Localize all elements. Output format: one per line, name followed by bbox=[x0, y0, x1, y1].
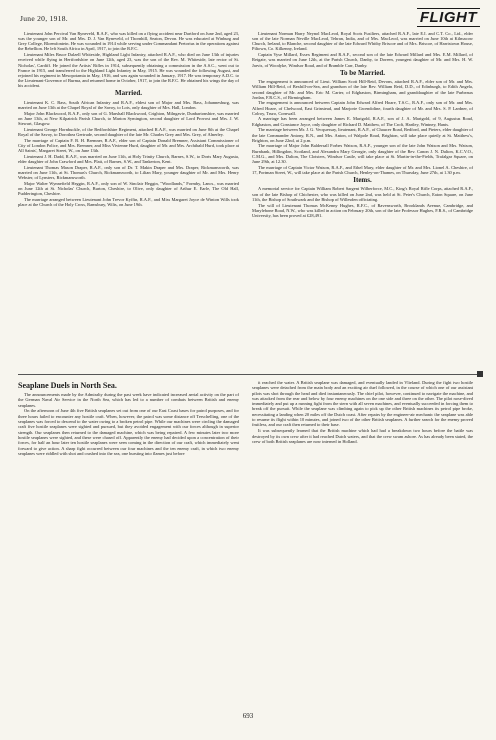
seaplane-left-column bbox=[18, 380, 239, 457]
article-paragraph: On the afternoon of June 4th five British seaplanes set out from one of our East Coast bases for patrol purposes, and for three hours failed to encounter any hostile craft. When, however, the patrol was some distance off Terschelling, one of the seaplanes was forced to descend to the water owing to a broken petrol pipe. While our machines were circling the damaged craft five hostile seaplanes were sighted and pursued, but they avoided engagement with our forces although in superior strength. Our seaplanes then returned to the damaged machine, which was being repaired. A few minutes later two more hostile seaplanes were sighted, and these were chased off. Apparently the enemy had decided upon a concentration of their forces, for half an hour later ten hostile seaplanes were seen coming in the direction of our craft, which immediately went forward to give action. A sharp fight occurred between our four machines and the ten enemy craft, in which two enemy seaplanes were riddled with shot and crashed into the sea, one bursting into flames just before bbox=[18, 408, 239, 456]
section-heading-items: Items. bbox=[353, 175, 372, 184]
marriage-paragraph: Major John Blackwood, R.A.F., only son of G. Marshall Blackwood, Crighton, Milngavie, Dunbartonshire, was married on June 13th, at New Kilpatrick Parish Church, to Marion Symington, second daughter of Lord Provost and Mrs. J. W. Stewart, Glasgow. bbox=[18, 110, 239, 127]
right-column bbox=[252, 31, 473, 219]
header-date: June 20, 1918. bbox=[20, 14, 68, 23]
marriage-paragraph: Lieutenant Norman Harry Neynol MacLeod, Royal Scots Fusiliers, attached R.A.F., late E.I. and C.T. Co., Ltd., elder son of the late Norman Neville MacLeod, Tehran, India, and of Mrs. MacLeod, was married on June 10th at Kilmacow Church, Ireland, to Blanche, second daughter of the late Edward Whitby Briscoe and of Mrs. Briscoe, of Harristown House, Piltown, Co. Kilkenny, Ireland. bbox=[252, 31, 473, 52]
marriage-paragraph: The marriage of Captain F. B. H. Bremner, R.A.F., elder son of Captain Donald Bremner, Assistant Commissioner of City of London Police, and Mrs. Bremner, and Miss Vivienne Hurd, daughter of Mr. and Mrs. Archibald Hurd, took place at All Saints', Margaret Street, W., on June 13th. bbox=[18, 137, 239, 153]
obituary-paragraph: Lieutenant Miles Bruce Dalzell Whiteside, Highland Light Infantry, attached R.A.F., who died on June 13th of injuries received while flying in Hertfordshire on June 12th, aged 23, was the son of the Rev. M. Whiteside, late rector of St. Nicholas', Cardiff. He joined the Artists' Rifles in 1914, subsequently obtaining a commission in the A.S.C., went out to France in 1915, and transferred to the Highland Light Infantry in May, 1915. He was wounded the following August, and rejoined his regiment in Mesopotamia in May, 1916, and was again wounded in January, 1917. He was temporary A.D.C. to the Lieutenant-Governor of Burma, and returned home in October, 1917, to join the R.F.C. He obtained his wings the day of his accident. bbox=[18, 52, 239, 89]
engagement-paragraph: The engagement is announced between Captain John Edward Alfred Hoare, T.S.C., R.A.F., only son of Mr. and Mrs. Alfred Hoare, of Chelwood, East Grinstead, and Marjorie Gwendoline, fourth daughter of Mr. and Mrs. S. P. Lardner, of Colroy, Truro, Cornwall. bbox=[252, 100, 473, 116]
article-title: Seaplane Duels in North Sea. bbox=[18, 381, 117, 390]
marriage-paragraph: Lieutenant J. H. Dadd, R.A.F., was married on June 11th, at Holy Trinity Church, Barnes, S.W., to Doris Mary Augusta, elder daughter of John Crawford and Mrs. Platt, of Barnes, S.W., and Tankerton, Kent. bbox=[18, 153, 239, 164]
marriage-paragraph: Captain Vyse Millard, Essex Regiment and R.A.F., second son of the late Edward Millard and Mrs. E.M. Millard, of Reigate, was married on June 12th, at the Parish Church, Danby, to Doreen, youngest daughter of Mr. and Mrs. H. W. Jarvis, of Woodyke, Windsor Road, and of Bramble Carr, Danby. bbox=[252, 52, 473, 68]
flight-logo: FLIGHT bbox=[417, 8, 480, 27]
page-number: 693 bbox=[242, 712, 254, 720]
engagement-paragraph: The marriage of Captain Victor Watson, R.A.F., and Ethel Mary, elder daughter of Mr. and Mrs. Lionel A. Cheshire, of 17, Portman Street, W., will take place at the Parish Church, Henley-on-Thames, on Thursday, June 27th, at 1.30 p.m. bbox=[252, 164, 473, 175]
section-divider bbox=[18, 374, 481, 375]
engagement-paragraph: The marriage between Mr. J. G. Vecquessay, lieutenant, R.A.F., of Chaucer Road, Bedford, and Pieters, elder daughter of the late Commander Antony, R.N., and Mrs. Anton, of Walpole Road, Brighton, will take place quietly at St. Matthew's, Brighton, on June 22nd, at 2 p.m. bbox=[252, 127, 473, 143]
marriage-paragraph: Major Walter Wynnefield Heggin, R.A.F., only son of W. Sinclair Heggin, "Woodlands," Formby, Lancs., was married on June 12th at St. Nicholas' Church, Burton, Cheshire, to Olive, only daughter of Arthur E. Earle, The Old Hall, Pudderington, Cheshire. bbox=[18, 180, 239, 197]
section-heading-married: Married. bbox=[114, 89, 142, 98]
item-paragraph: The will of Lieutenant Thomas McKenny Hughes, R.F.C., of Ravensworth, Brooklands Avenue, Cambridge, and Marylebone Road, N.W., who was killed in action on February 20th, son of the late Professor Hughes, F.R.S., of Cambridge University, has been proved at £28,491. bbox=[252, 202, 473, 218]
page-header bbox=[16, 8, 482, 30]
seaplane-right-column bbox=[252, 380, 473, 445]
engagement-paragraph: The marriage of Major John Baldersall Forbes Watson, R.A.F., younger son of the late John Watson and Mrs. Watson, Burnbank, Hillingdon, Scotland, and Alexandra Mary Georgie, only daughter of the Rev. Canon J. N. Dalton, K.C.V.O., C.M.G., and Mrs. Dalton, The Cloisters, Windsor Castle, will take place at St. Martin-in-the-Fields, Trafalgar Square, on June 29th, at 12.30. bbox=[252, 143, 473, 164]
marriage-paragraph: Lieutenant George Hornbuckle, of the Bedfordshire Regiment, attached R.A.F., was married on June 8th at the Chapel Royal of the Savoy, to Dorothea Gertrude, second daughter of the late Mr. Charles Grey and Mrs. Grey, of Alnerley. bbox=[18, 126, 239, 137]
item-paragraph: A memorial service for Captain William Robert Sargent Wilberforce, M.C., King's Royal Rifle Corps, attached R.A.F., son of the late Bishop of Chichester, who was killed on June 2nd, was held at St. Peter's Church, Eaton Square, on June 11th, the Bishop of Southwark and the Bishop of Willesden officiating. bbox=[252, 186, 473, 202]
article-paragraph: The announcements made by the Admiralty during the past week have indicated increased aerial activity on the part of the German Naval Air Service in the North Sea, which has led to a number of combats between British and enemy seaplanes. bbox=[18, 392, 239, 408]
section-heading-to-be-married: To be Married. bbox=[339, 68, 386, 77]
obituary-paragraph: Lieutenant John Percival Van Ryneveld, R.A.F., who was killed on a flying accident near Dartford on June 2nd, aged 23, was the younger son of Mr. and Mrs. D. J. Van Ryneveld, of Thornhill, Seaton, Devon. He was educated at Winburg and Grey College, Bloemfontein. He was wounded in 1914 while serving under Commandant Pretorius in the operations against the Rebellion. He left South Africa in April, 1917, to join the R.F.C. bbox=[18, 31, 239, 52]
marriage-paragraph: The marriage arranged between Lieutenant John Trevor Kyffin, R.A.F., and Miss Margaret Joyce de Winton Wills took place at the Church of the Holy Cross, Ramsbury, Wilts, on June 19th. bbox=[18, 196, 239, 207]
article-paragraph: it reached the water. A British seaplane was damaged, and eventually landed in Vlieland. During the fight two hostile seaplanes were detached from the main body and an exciting air duel followed, in the course of which one of our assistant pilots was shot through the head and died instantaneously. The chief pilot, however, continued to navigate the machine, and was attacked from the rear and below by four enemy machines on the one side and three on the other. The pilot nose-dived immediately and put up a running fight from the stern with all seven machines, and eventually succeeded in forcing them to break off the pursuit. While the seaplane was climbing again to pick up the other British machines its petrol pipe broke, necessitating a landing when 20 miles off the Dutch coast. After repairs by the engineer-air mechanic the seaplane was able to resume its flight within 10 minutes, and joined two of the other British seaplanes. A further search for the enemy proved fruitless, and our craft then returned to their base. bbox=[252, 380, 473, 428]
engagement-paragraph: The engagement is announced of Lieut. William Scott Hill-Reid, Devons, attached R.A.F., elder son of Mr. and Mrs. William Hill-Reid, of Bexhill-on-Sea, and grandson of the late Rev. William Reid, D.D., of Edinburgh, to Edith Angela, second daughter of Mr. and Mrs. Eric M. Carter, of Edgbaston, Birmingham, and granddaughter of the late Purbeaux Jordan, F.R.C.S., of Birmingham. bbox=[252, 79, 473, 100]
left-column bbox=[18, 31, 239, 208]
article-paragraph: It was subsequently learned that the British machine which had had a breakdown two hours before the battle was destroyed by its own crew after it had reached Dutch waters, and that the crew swam ashore. As has already been stated, the crew of both British seaplanes are now interned in Holland. bbox=[252, 428, 473, 444]
divider-mark bbox=[477, 371, 483, 377]
marriage-paragraph: Lieutenant Thomas Mason Draper, R.A.F., only son of Dr. T. Makin Draper and Mrs. Draper, Rickmansworth, was married on June 11th, at St. Thomas's Church, Rickmansworth, to Lilian Mary, younger daughter of Mr. and Mrs. Henry Webster, of Lynsters, Rickmansworth. bbox=[18, 164, 239, 180]
marriage-paragraph: Lieutenant K. C. Bass, South African Infantry and R.A.F., eldest son of Major and Mrs. Bass, Johannesburg, was married on June 13th at the Chapel Royal of the Savoy, to Lois, only daughter of Mrs. Hall, London. bbox=[18, 99, 239, 110]
engagement-paragraph: A marriage has been arranged between James E. Marigold, R.A.F., son of J. A. Marigold, of 9, Augustus Road, Edgbaston, and Constance Joyce, only daughter of Richard D. Matthew, of The Croft, Hartley, Wintney, Hants. bbox=[252, 116, 473, 127]
